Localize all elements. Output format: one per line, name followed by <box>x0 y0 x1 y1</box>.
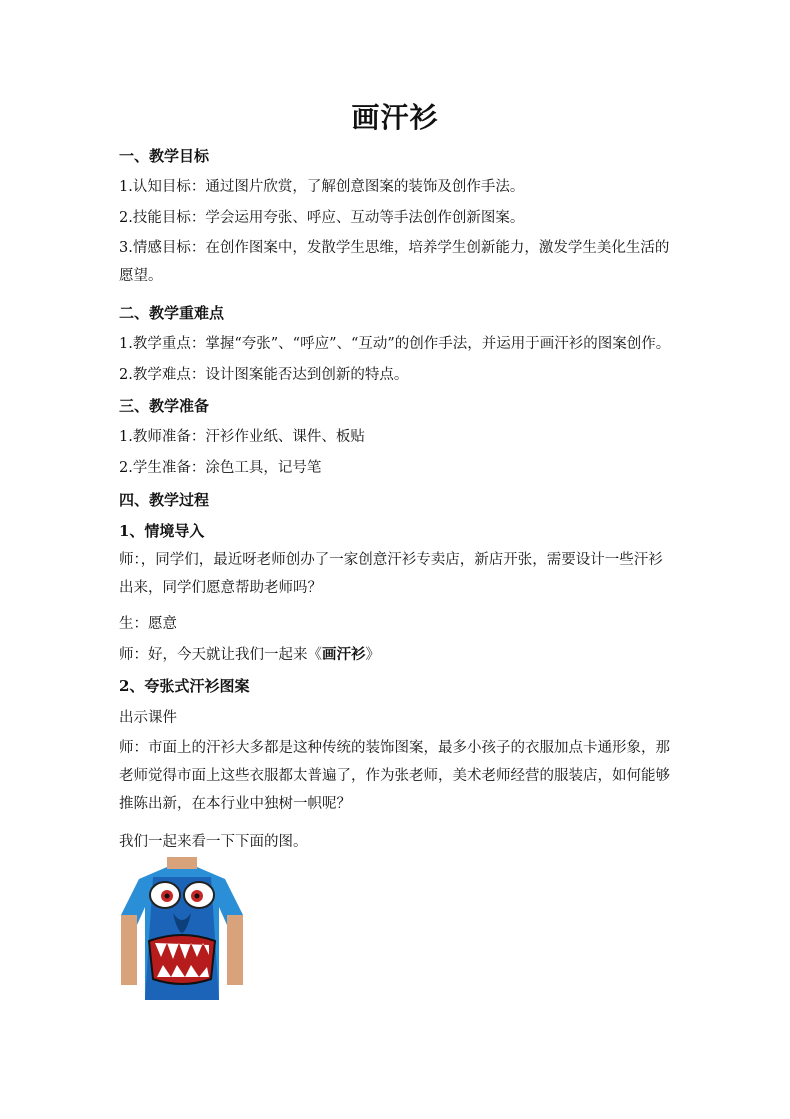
heading-process: 四、教学过程 <box>119 491 210 509</box>
teacher-line-text: 师：好，今天就让我们一起来《 <box>119 647 322 663</box>
heading-objectives: 一、教学目标 <box>119 147 210 165</box>
heading-preparation: 三、教学准备 <box>119 397 210 415</box>
subheading-intro: 1、情境导入 <box>119 522 205 540</box>
page-title: 画汗衫 <box>351 101 439 134</box>
subheading-exaggeration: 2、夸张式汗衫图案 <box>119 677 250 695</box>
show-slides: 出示课件 <box>119 710 177 726</box>
heading-key-points: 二、教学重难点 <box>119 304 225 322</box>
preparation-1: 1.教师准备：汗衫作业纸、课件、板贴 <box>119 429 365 445</box>
key-point-2: 2.教学难点：设计图案能否达到创新的特点。 <box>119 367 409 383</box>
teacher-line-close: 》 <box>365 647 380 663</box>
student-reply: 生：愿意 <box>119 616 177 632</box>
key-point-1: 1.教学重点：掌握“夸张”、“呼应”、“互动”的创作手法，并运用于画汗衫的图案创作。 <box>119 336 671 352</box>
tshirt-photo <box>119 857 245 1000</box>
exaggeration-paragraph: 师：市面上的汗衫大多都是这种传统的装饰图案，最多小孩子的衣服加点卡通形象，那老师觉得市面上这些衣服都太普遍了，作为张老师，美术老师经营的服装店，如何能够推陈出新，在本行业中独树一帜呢？ <box>119 740 670 812</box>
objective-3: 3.情感目标：在创作图案中，发散学生思维，培养学生创新能力，激发学生美化生活的愿望。 <box>119 240 670 284</box>
teacher-line <box>119 645 674 665</box>
intro-paragraph: 师：，同学们，最近呀老师创办了一家创意汗衫专卖店，新店开张，需要设计一些汗衫出来，同学们愿意帮助老师吗？ <box>119 552 663 596</box>
look-at-image: 我们一起来看一下下面的图。 <box>119 834 308 850</box>
lesson-name: 画汗衫 <box>322 646 366 663</box>
objective-1: 1.认知目标：通过图片欣赏，了解创意图案的装饰及创作手法。 <box>119 179 525 195</box>
preparation-2: 2.学生准备：涂色工具，记号笔 <box>119 460 322 476</box>
objective-2: 2.技能目标：学会运用夸张、呼应、互动等手法创作创新图案。 <box>119 210 525 226</box>
